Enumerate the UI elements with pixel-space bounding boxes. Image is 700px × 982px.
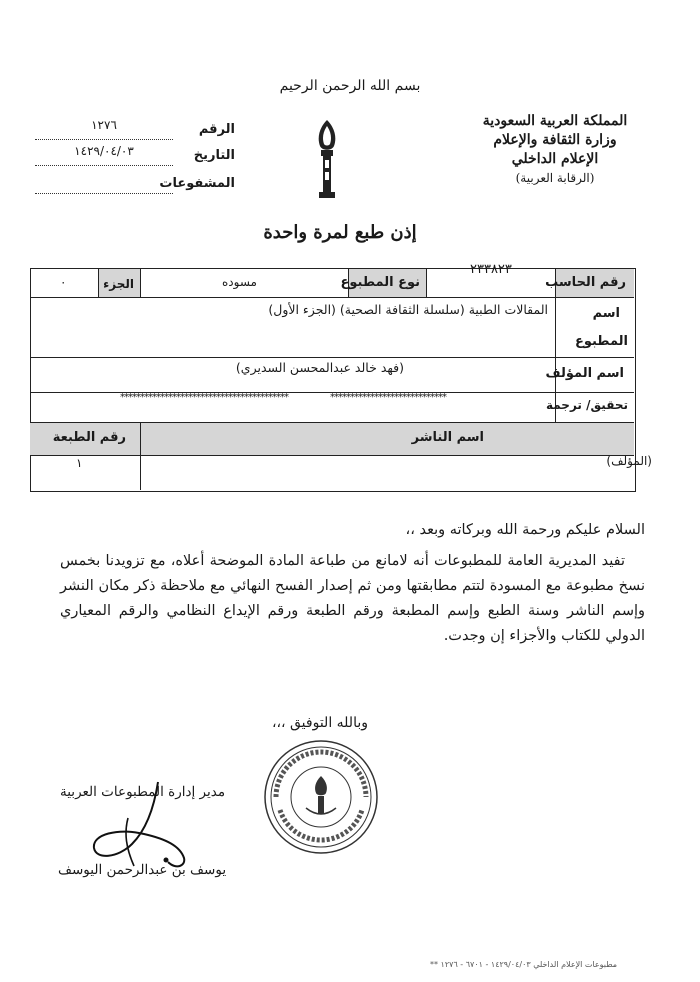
signatory-name: يوسف بن عبدالرحمن اليوسف (58, 862, 227, 878)
editor-translator-label: تحقيق/ ترجمة (545, 398, 628, 412)
letter-closing: وبالله التوفيق ،،، (272, 715, 368, 731)
publication-name-label-2: المطبوع (574, 334, 628, 349)
date-label: التاريخ (193, 148, 235, 163)
print-type-label: نوع المطبوع (340, 275, 420, 290)
reference-number-label: الرقم (198, 122, 235, 137)
author-name-label: اسم المؤلف (545, 366, 624, 381)
letter-paragraph: تفيد المديرية العامة للمطبوعات أنه لامانع من طباعة المادة الموضحة أعلاه، مع تزويدنا بخمس نسخ مطبوعة مع المسودة لتتم مطابقتها ومن ثم إصدار الفسح النهائي مع ملاحظة ذكر مكان النشر وإسم الناشر وسنة الطبع وإسم المطبعة ورقم الطبعة ورقم الإيداع النظامي والرقم المعياري الدولي للكتاب والأجزاء إن وجدت. (60, 553, 645, 644)
reference-number-value: ١٢٧٦ (91, 118, 117, 132)
date-value: ١٤٢٩/٠٤/٠٣ (74, 144, 134, 158)
edition-number-value: ١ (76, 456, 83, 470)
editor-translator-value-2: ***************************** (330, 392, 446, 403)
bismillah-heading: بسم الله الرحمن الرحيم (279, 78, 421, 94)
date-row (35, 144, 235, 168)
official-stamp-icon (262, 738, 380, 856)
computer-number-value: ٢٣٣٨٢٣ (470, 262, 512, 277)
organization-block (470, 112, 640, 188)
handwritten-signature-icon (88, 778, 198, 874)
org-subdepartment: (الرقابة العربية) (515, 171, 595, 185)
publisher-name-value: (المؤلف) (606, 454, 652, 468)
print-type-value: مسوده (222, 275, 257, 289)
publication-name-value: المقالات الطبية (سلسلة الثقافة الصحية) (الجزء الأول) (268, 302, 548, 317)
attachments-row (35, 176, 235, 196)
attachments-label: المشفوعات (159, 176, 235, 191)
document-title: إذن طبع لمرة واحدة (263, 222, 417, 243)
author-name-value: (فهد خالد عبدالمحسن السديري) (235, 360, 404, 375)
edition-number-label: رقم الطبعة (52, 430, 126, 445)
org-ministry: وزارة الثقافة والإعلام (493, 132, 617, 148)
part-label: الجزء (103, 277, 134, 291)
publication-name-label: اسم (592, 306, 620, 321)
publisher-name-label: اسم الناشر (411, 430, 484, 445)
part-value: ٠ (60, 275, 67, 289)
org-country: المملكة العربية السعودية (482, 113, 628, 129)
emblem-icon (310, 118, 344, 200)
letter-body (60, 518, 645, 649)
letter-greeting: السلام عليكم ورحمة الله وبركاته وبعد ،، (405, 522, 645, 538)
signatory-position: مدير إدارة المطبوعات العربية (60, 784, 226, 800)
editor-translator-value: ****************************************** (120, 392, 288, 403)
org-department: الإعلام الداخلي (511, 151, 599, 167)
footer-print-line: ** مطبوعات الإعلام الداخلي ١٤٢٩/٠٤/٠٣ - ٦٧٠١ - ١٢٧٦ (430, 960, 618, 969)
reference-number-row (35, 118, 235, 142)
computer-number-label: رقم الحاسب (545, 275, 626, 290)
